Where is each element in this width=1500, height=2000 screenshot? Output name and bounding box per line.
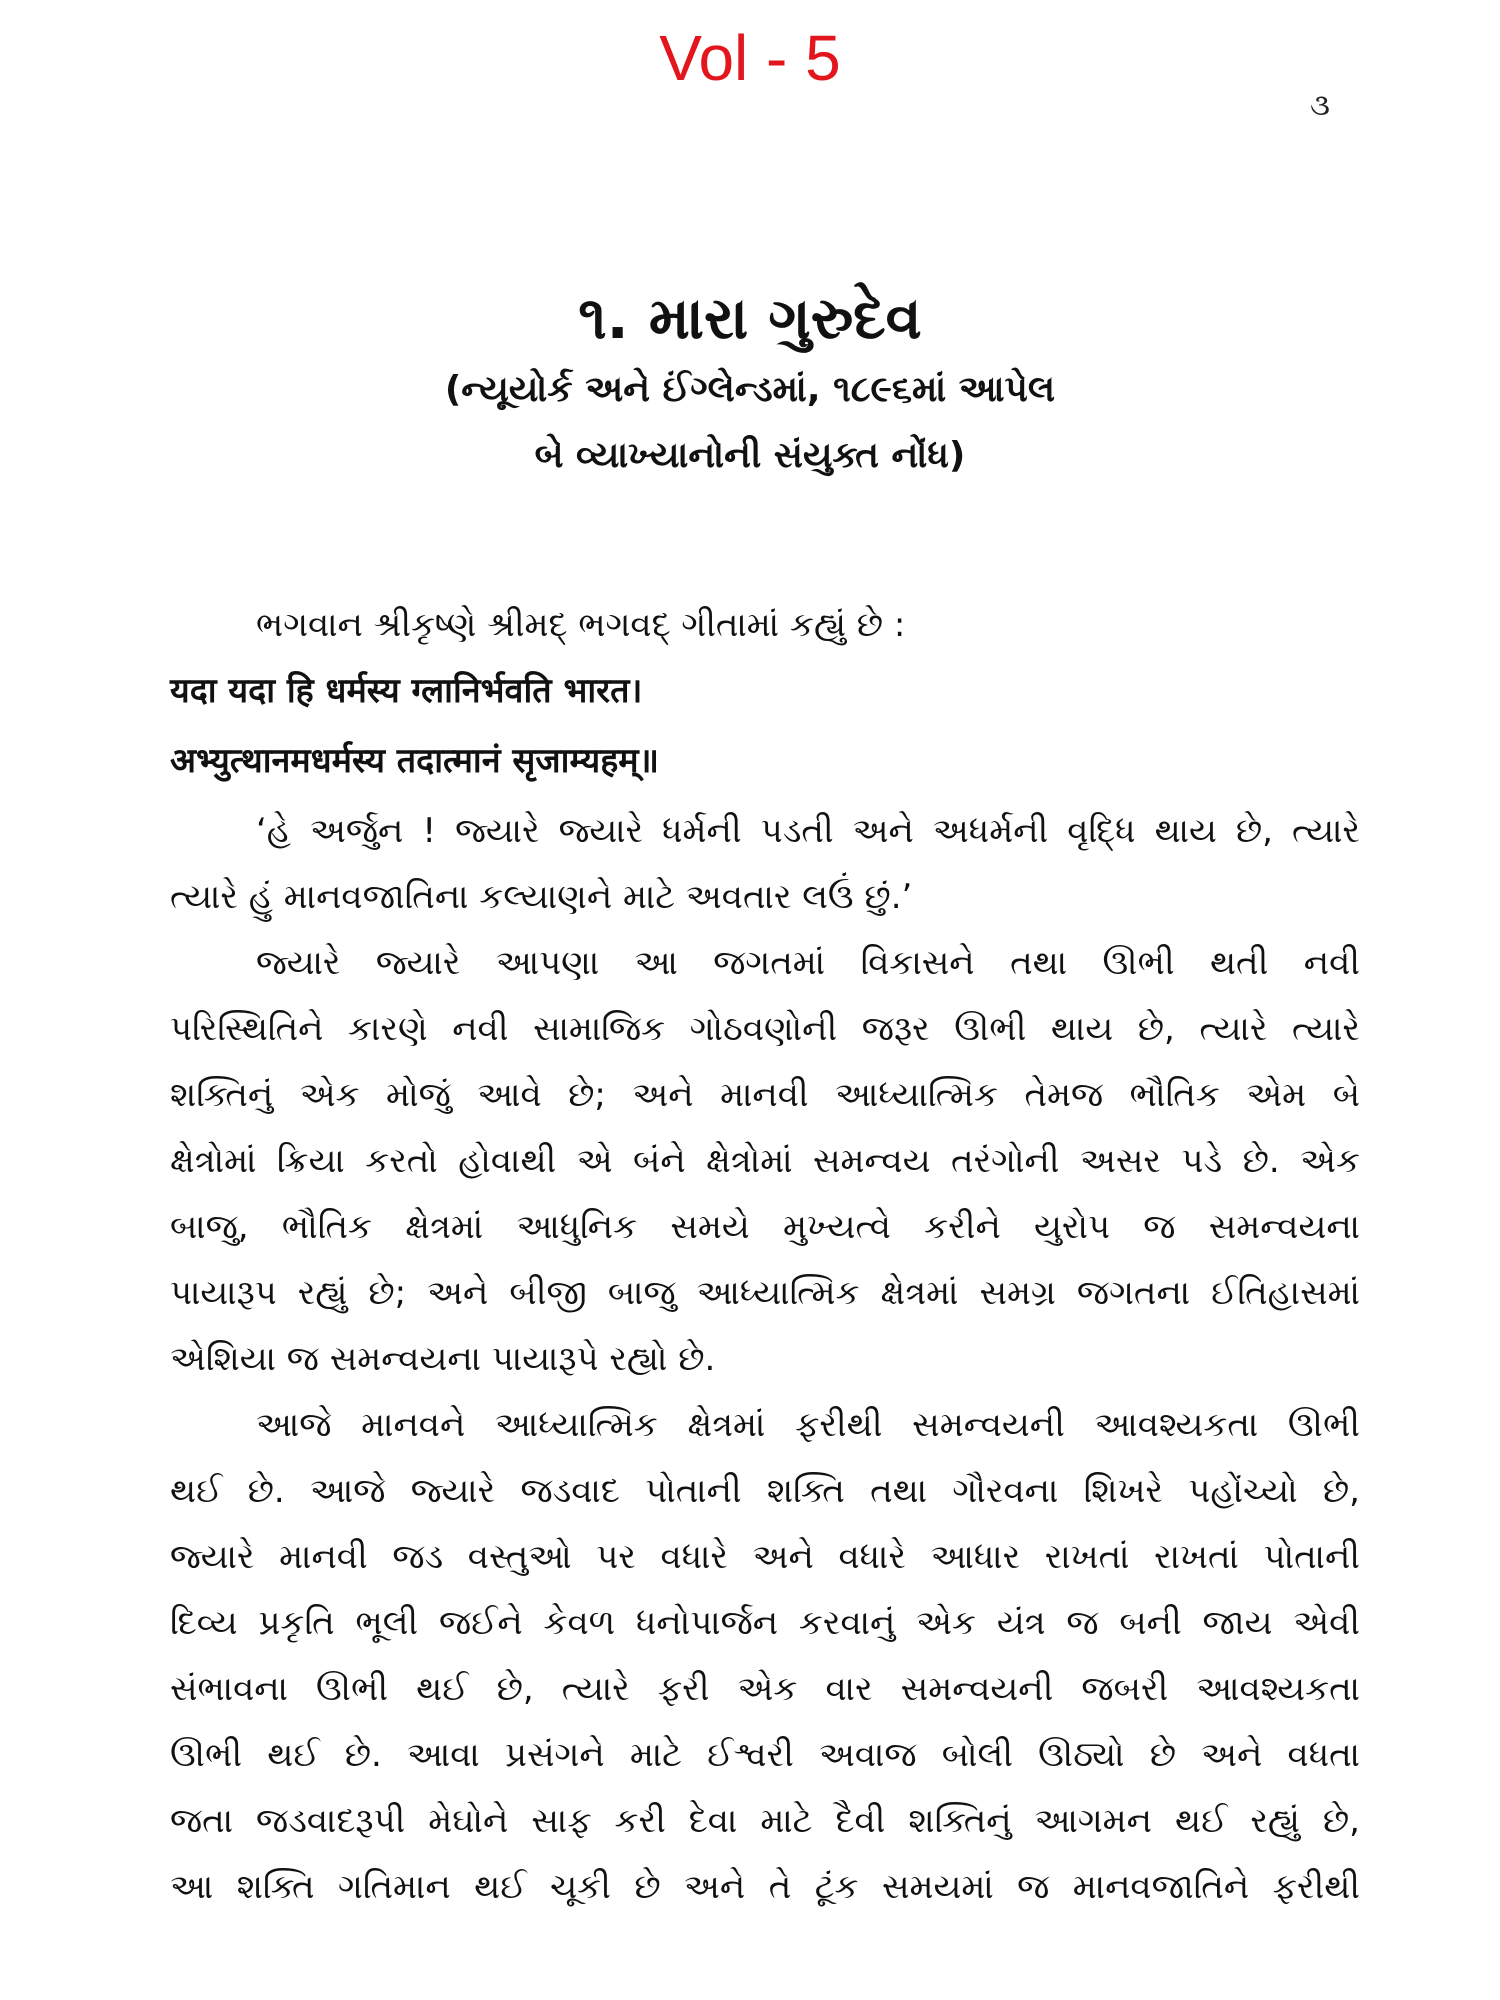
- paragraph-line: ઊભી થઈ છે. આવા પ્રસંગને માટે ઈશ્વરી અવાજ બોલી ઊઠ્યો છે અને વધતા: [170, 1735, 1360, 1775]
- chapter-subtitle-line-2: બે વ્યાખ્યાનોની સંયુક્ત નોંધ): [534, 435, 966, 476]
- intro-line: ભગવાન શ્રીકૃષ્ણે શ્રીમદ્ ભગવદ્ ગીતામાં કહ્યું છે :: [256, 605, 906, 645]
- paragraph-line: ત્યારે હું માનવજાતિના કલ્યાણને માટે અવતાર લઉં છું.’: [170, 877, 913, 917]
- paragraph-line: એશિયા જ સમન્વયના પાયારૂપે રહ્યો છે.: [170, 1339, 716, 1379]
- paragraph-line: શક્તિનું એક મોજું આવે છે; અને માનવી આધ્યાત્મિક તેમજ ભૌતિક એમ બે: [170, 1075, 1360, 1115]
- paragraph-line: બાજુ, ભૌતિક ક્ષેત્રમાં આધુનિક સમયે મુખ્યત્વે કરીને યુરોપ જ સમન્વયના: [170, 1207, 1360, 1247]
- paragraph-line: જ્યારે માનવી જડ વસ્તુઓ પર વધારે અને વધારે આધાર રાખતાં રાખતાં પોતાની: [170, 1537, 1360, 1577]
- volume-label: Vol - 5: [659, 22, 841, 94]
- paragraph-line: પરિસ્થિતિને કારણે નવી સામાજિક ગોઠવણોની જરૂર ઊભી થાય છે, ત્યારે ત્યારે: [170, 1009, 1360, 1049]
- paragraph-line: આ શક્તિ ગતિમાન થઈ ચૂકી છે અને તે ટૂંક સમયમાં જ માનવજાતિને ફરીથી: [170, 1867, 1360, 1907]
- paragraph-line: ‘હે અર્જુન ! જ્યારે જ્યારે ધર્મની પડતી અને અધર્મની વૃદ્ધિ થાય છે, ત્યારે: [256, 811, 1360, 851]
- paragraph-line: થઈ છે. આજે જ્યારે જડવાદ પોતાની શક્તિ તથા ગૌરવના શિખરે પહોંચ્યો છે,: [170, 1471, 1360, 1511]
- chapter-title: ૧. મારા ગુરુદેવ: [578, 284, 922, 352]
- chapter-subtitle-line-1: (ન્યૂયોર્ક અને ઈંગ્લેન્ડમાં, ૧૮૯૬માં આપેલ: [444, 369, 1056, 410]
- paragraph-line: ક્ષેત્રોમાં ક્રિયા કરતો હોવાથી એ બંને ક્ષેત્રોમાં સમન્વય તરંગોની અસર પડે છે. એક: [170, 1141, 1360, 1181]
- paragraph-line: જ્યારે જ્યારે આપણા આ જગતમાં વિકાસને તથા ઊભી થતી નવી: [256, 943, 1360, 983]
- page-number: ૩: [1310, 88, 1330, 123]
- verse-line-1: यदा यदा हि धर्मस्य ग्लानिर्भवति भारत।: [170, 671, 643, 711]
- paragraph-line: આજે માનવને આધ્યાત્મિક ક્ષેત્રમાં ફરીથી સમન્વયની આવશ્યકતા ઊભી: [256, 1405, 1360, 1445]
- paragraph-line: જતા જડવાદરૂપી મેઘોને સાફ કરી દેવા માટે દૈવી શક્તિનું આગમન થઈ રહ્યું છે,: [170, 1801, 1360, 1841]
- paragraph-line: પાયારૂપ રહ્યું છે; અને બીજી બાજુ આધ્યાત્મિક ક્ષેત્રમાં સમગ્ર જગતના ઈતિહાસમાં: [170, 1273, 1360, 1313]
- paragraph-line: સંભાવના ઊભી થઈ છે, ત્યારે ફરી એક વાર સમન્વયની જબરી આવશ્યકતા: [170, 1669, 1360, 1709]
- verse-line-2: अभ्युत्थानमधर्मस्य तदात्मानं सृजाम्यहम्॥: [170, 741, 659, 781]
- paragraph-line: દિવ્ય પ્રકૃતિ ભૂલી જઈને કેવળ ધનોપાર્જન કરવાનું એક યંત્ર જ બની જાય એવી: [170, 1603, 1360, 1643]
